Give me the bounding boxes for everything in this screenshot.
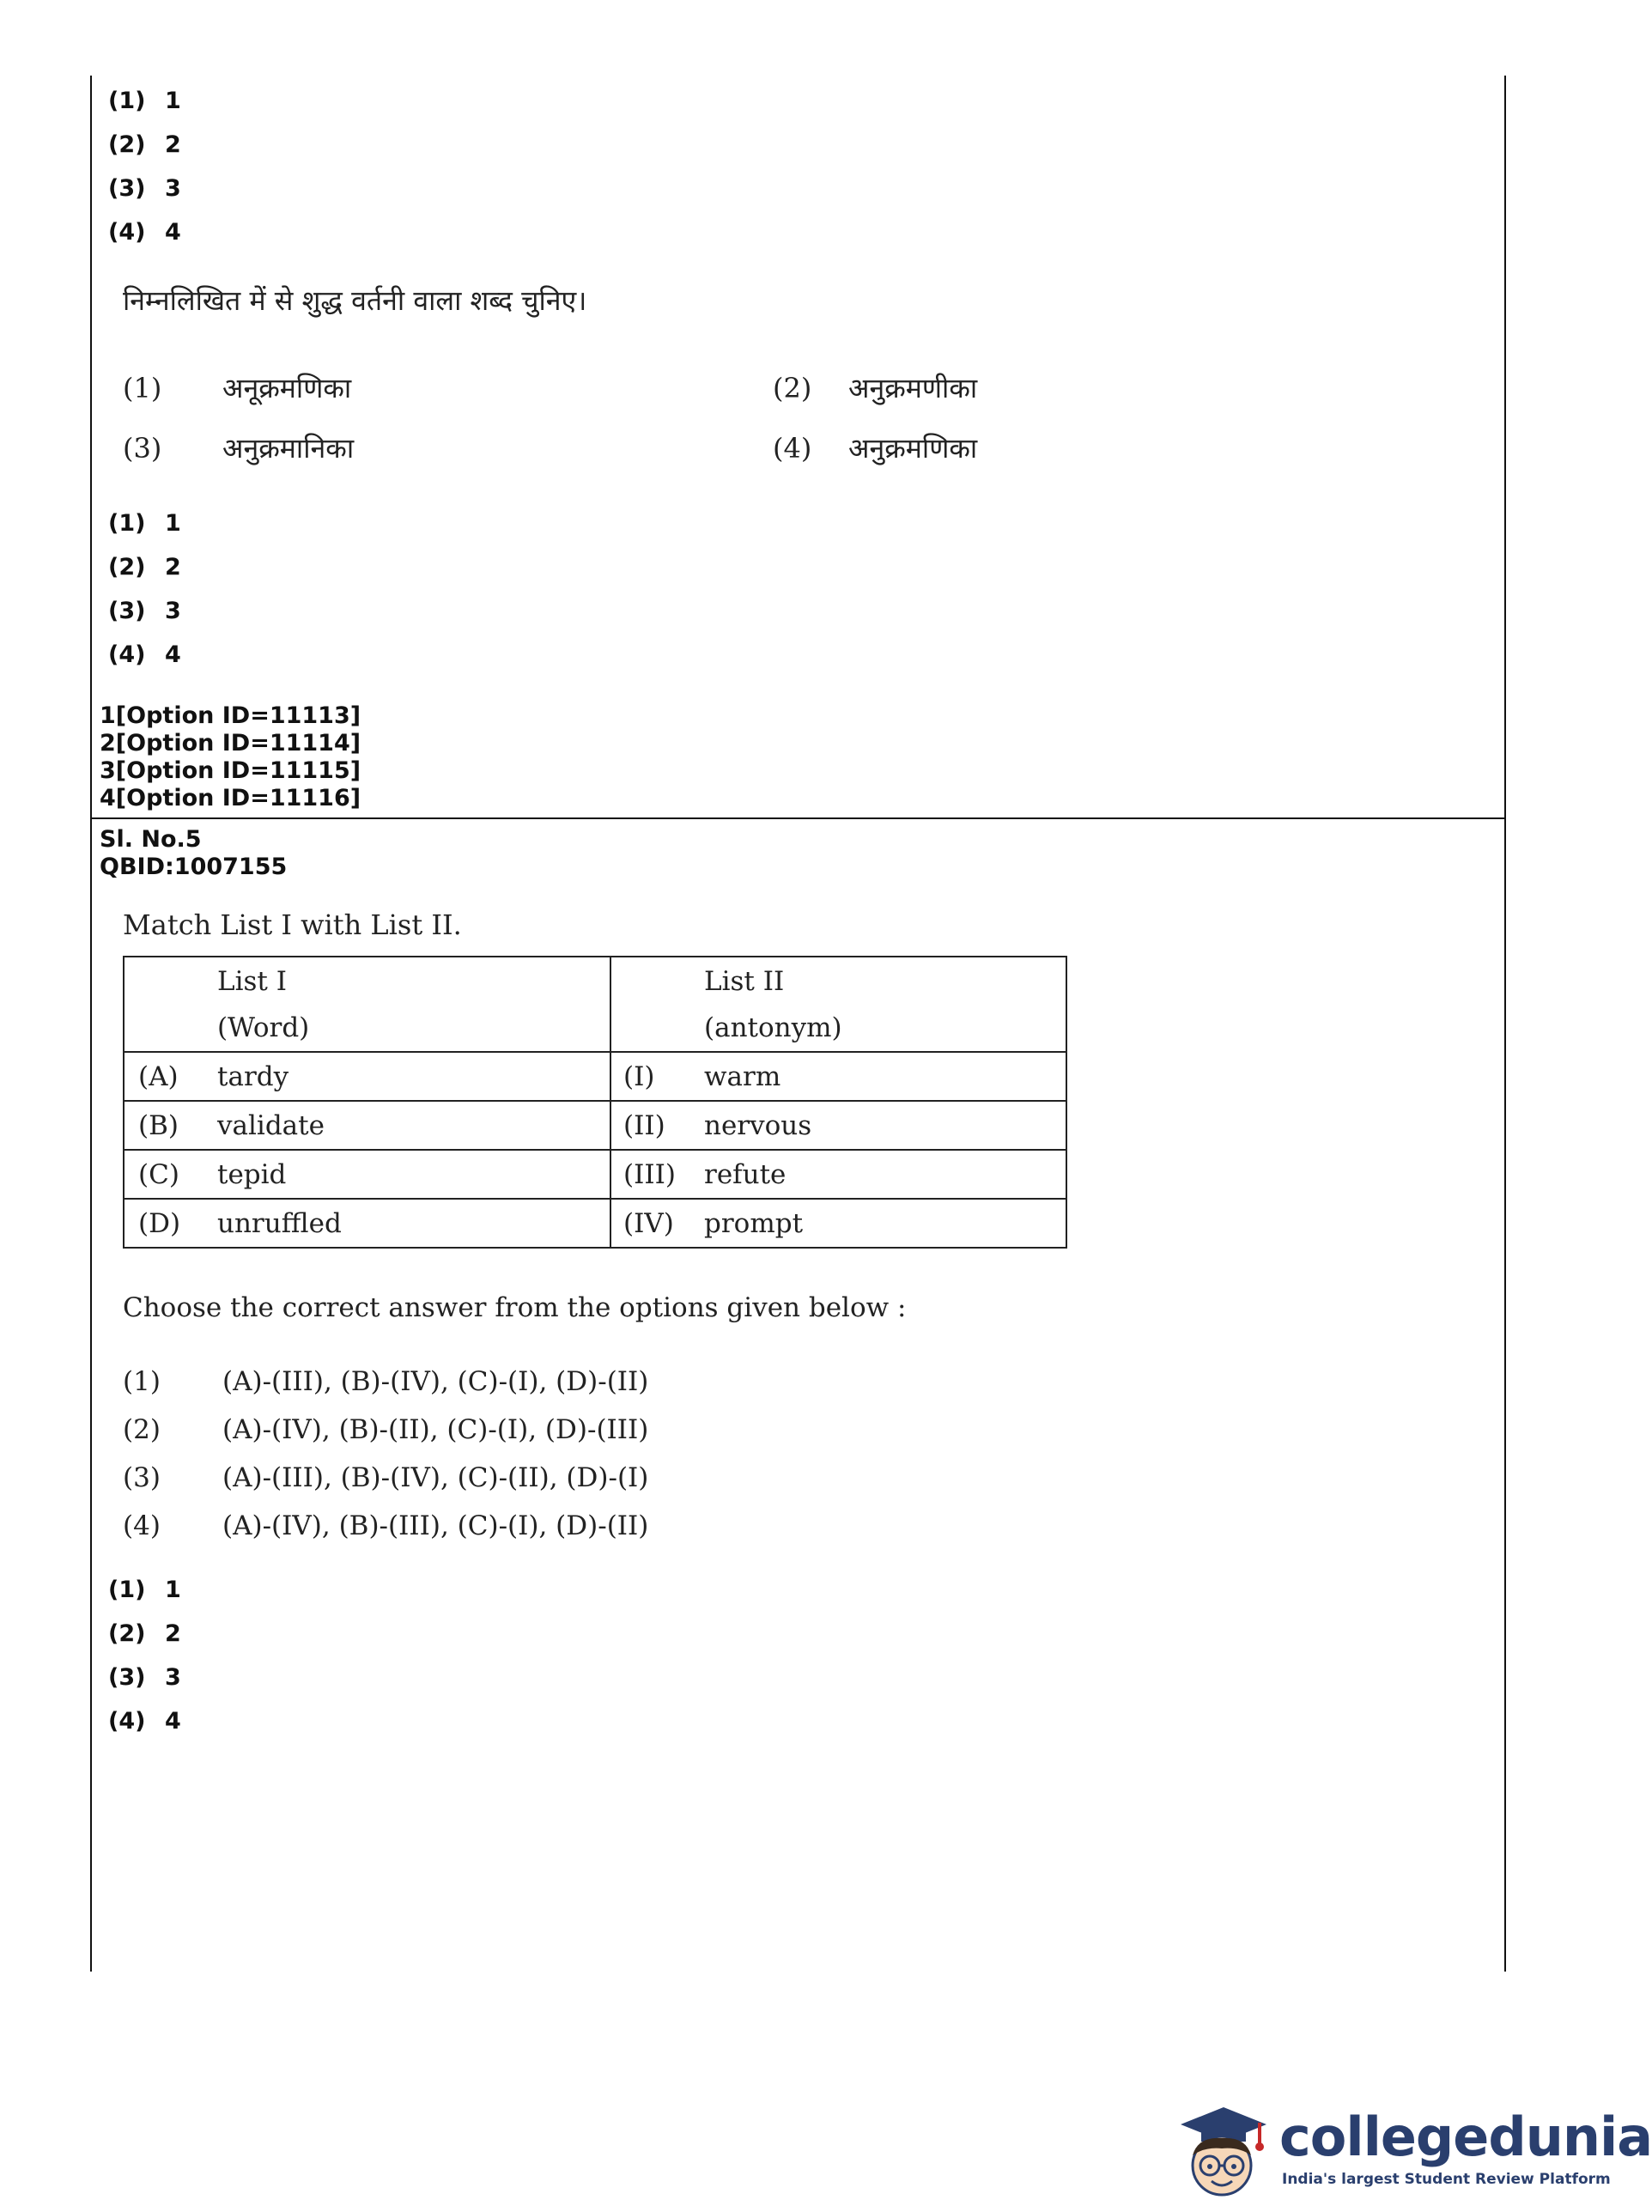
collegedunia-logo[interactable]: [1163, 2092, 1652, 2203]
table-header-left: List I (Word): [124, 957, 610, 1052]
question-divider: [90, 817, 1506, 819]
answer-row: (3) 3: [108, 598, 181, 624]
answer-row: (4) 4: [108, 219, 181, 246]
q5-option-1: (1) (A)-(III), (B)-(IV), (C)-(I), (D)-(II): [123, 1366, 649, 1397]
q4-option-1: (1) अनूक्रमणिका: [123, 372, 352, 404]
q5-option-2: (2) (A)-(IV), (B)-(II), (C)-(I), (D)-(III): [123, 1414, 649, 1445]
logo-wordmark: collegedunia: [1279, 2106, 1652, 2168]
answer-row: (3) 3: [108, 1664, 181, 1691]
table-row: (C) tepid (III) refute: [124, 1150, 1066, 1199]
answer-row: (1) 1: [108, 1577, 181, 1603]
table-header-right: List II (antonym): [610, 957, 1066, 1052]
q4-option-2: (2) अनुक्रमणीका: [773, 372, 978, 404]
answer-row: (3) 3: [108, 175, 181, 202]
answer-row: (1) 1: [108, 510, 181, 537]
prev-answer-list: [108, 79, 181, 254]
q5-instruction: Choose the correct answer from the options given below :: [123, 1292, 907, 1323]
option-id: 3[Option ID=11115]: [100, 757, 361, 784]
table-row: (D) unruffled (IV) prompt: [124, 1199, 1066, 1248]
q5-meta: [100, 826, 287, 881]
answer-row: (4) 4: [108, 1708, 181, 1735]
student-mascot-icon: [1163, 2092, 1275, 2203]
q5-answer-list: [108, 1568, 181, 1743]
serial-number: Sl. No.5: [100, 826, 202, 853]
logo-tagline: India's largest Student Review Platform: [1282, 2171, 1611, 2188]
option-id: 1[Option ID=11113]: [100, 702, 361, 729]
q4-prompt: निम्नलिखित में से शुद्ध वर्तनी वाला शब्द चुनिए।: [123, 284, 587, 317]
q5-prompt: Match List I with List II.: [123, 908, 462, 941]
q4-option-ids: [100, 702, 361, 812]
answer-row: (1) 1: [108, 88, 181, 114]
option-id: 2[Option ID=11114]: [100, 730, 361, 757]
answer-row: (2) 2: [108, 554, 181, 580]
match-table: [123, 956, 1067, 1249]
table-row: (B) validate (II) nervous: [124, 1101, 1066, 1150]
q5-option-4: (4) (A)-(IV), (B)-(III), (C)-(I), (D)-(II): [123, 1510, 649, 1541]
qbid: QBID:1007155: [100, 854, 288, 880]
option-id: 4[Option ID=11116]: [100, 785, 361, 811]
q4-option-4: (4) अनुक्रमणिका: [773, 432, 978, 465]
answer-row: (2) 2: [108, 1620, 181, 1647]
q4-answer-list: [108, 501, 181, 677]
page-border-right: [1504, 76, 1506, 1972]
page-border-left: [90, 76, 92, 1972]
answer-row: (2) 2: [108, 131, 181, 158]
answer-row: (4) 4: [108, 641, 181, 668]
table-row: (A) tardy (I) warm: [124, 1052, 1066, 1101]
table-header-row: [124, 957, 1066, 1052]
q5-option-3: (3) (A)-(III), (B)-(IV), (C)-(II), (D)-(I): [123, 1462, 649, 1493]
q4-option-3: (3) अनुक्रमानिका: [123, 432, 355, 465]
q5-options: [123, 1358, 648, 1550]
